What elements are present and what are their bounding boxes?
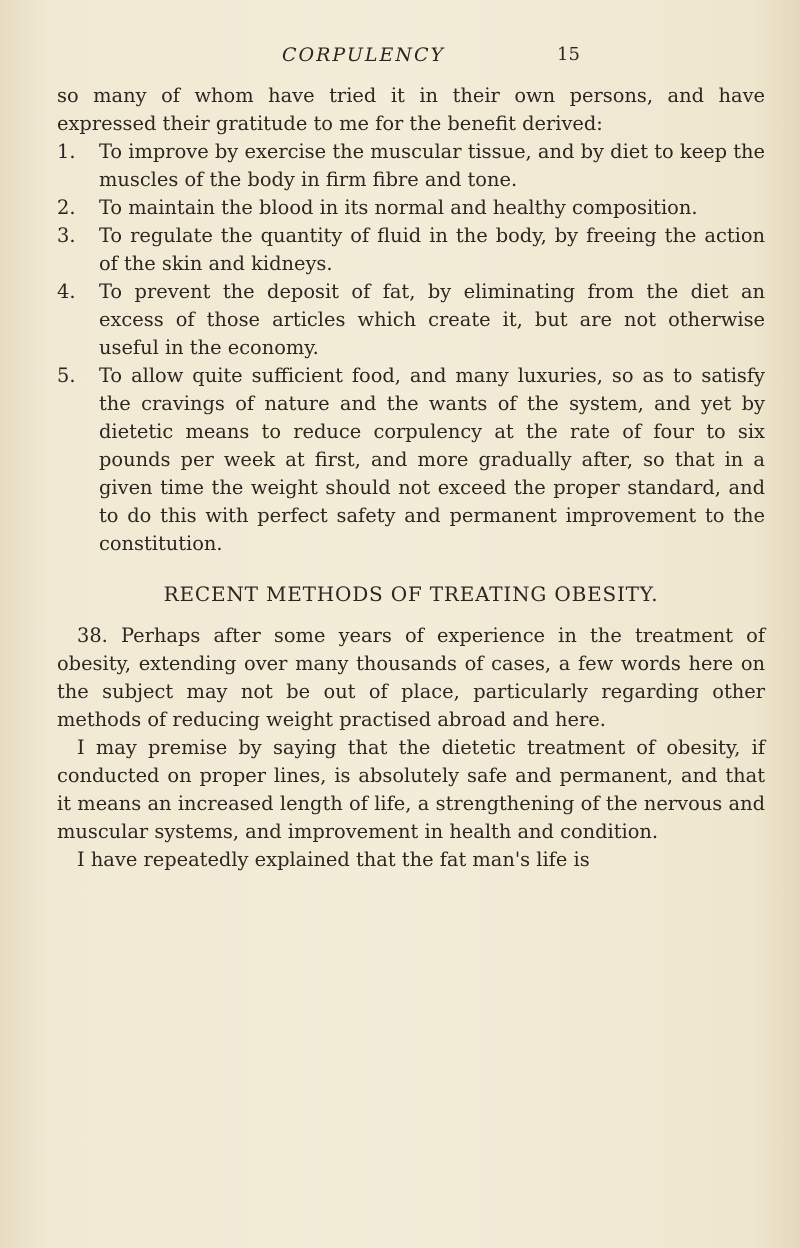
paragraph-38: 38. Perhaps after some years of experience in the treatment of obesity, extending over many thousands of cases, a few words here on the subject may not be out of place, particularly regarding other methods of reducing weight practised abroad and here. (57, 624, 765, 731)
list-item-number: 5. (57, 364, 76, 387)
running-title: CORPULENCY (282, 44, 446, 66)
list-item-text: To regulate the quantity of fluid in the body, by freeing the action of the skin and kidneys. (99, 224, 765, 275)
paragraph-fat-mans-life: I have repeatedly explained that the fat man's life is (77, 848, 590, 871)
list-item (57, 222, 765, 278)
intro-paragraph: so many of whom have tried it in their own persons, and have expressed their gratitude to me for the benefit derived: (57, 84, 765, 135)
list-item-number: 1. (57, 140, 76, 163)
list-item-text: To maintain the blood in its normal and healthy composition. (99, 196, 698, 219)
page-number: 15 (557, 44, 580, 65)
list-item (57, 194, 765, 222)
page-header (0, 44, 800, 76)
list-item (57, 362, 765, 558)
paragraph-premise: I may premise by saying that the dietetic treatment of obesity, if conducted on proper lines, is absolutely safe and permanent, and that it means an increased length of life, a strengthening of the nervous and muscular systems, and improvement in health and condition. (57, 736, 765, 843)
list-item-text: To allow quite sufficient food, and many luxuries, so as to satisfy the cravings of nature and the wants of the system, and yet by dietetic means to reduce corpulency at the rate of four to six pounds per week at first, and more gradually after, so that in a given time the weight should not exceed the proper standard, and to do this with perfect safety and permanent improvement to the constitution. (99, 364, 765, 555)
body-text (57, 82, 765, 874)
aims-list (57, 138, 765, 558)
list-item (57, 138, 765, 194)
list-item-number: 2. (57, 196, 76, 219)
list-item-text: To prevent the deposit of fat, by eliminating from the diet an excess of those articles which create it, but are not otherwise useful in the economy. (99, 280, 765, 359)
list-item-text: To improve by exercise the muscular tissue, and by diet to keep the muscles of the body in firm fibre and tone. (99, 140, 765, 191)
list-item (57, 278, 765, 362)
section-heading: RECENT METHODS OF TREATING OBESITY. (163, 582, 659, 606)
list-item-number: 3. (57, 224, 76, 247)
list-item-number: 4. (57, 280, 76, 303)
